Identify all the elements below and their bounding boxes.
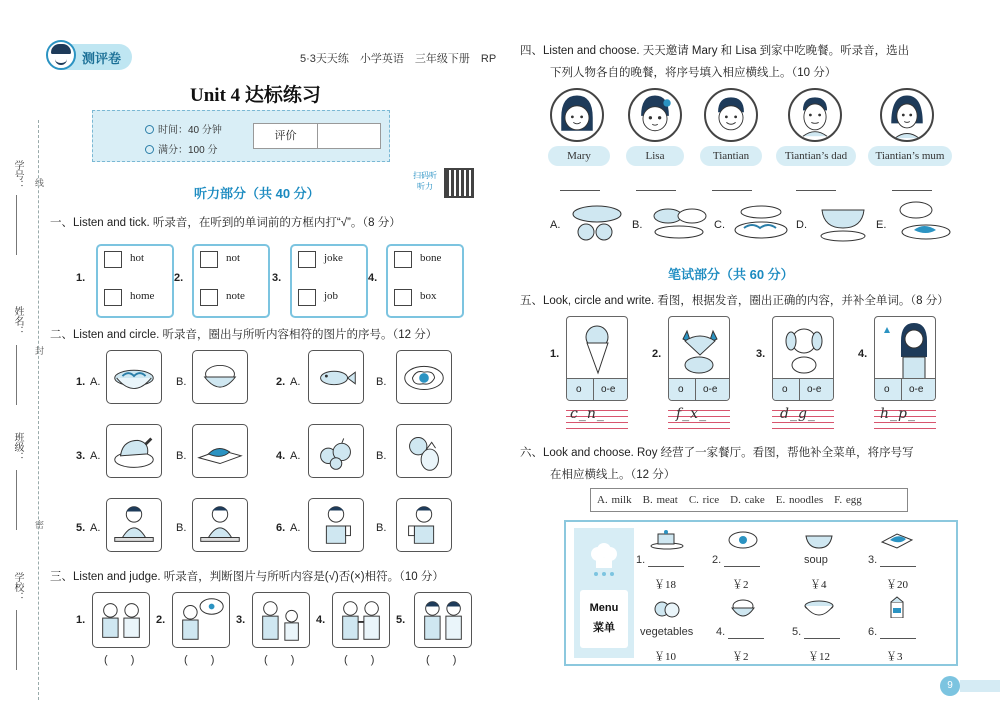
q3-num: 5. [396,614,406,626]
score-text: 满分：100 分 [158,145,218,156]
menu-blank[interactable] [728,638,764,639]
mascot-icon [46,40,76,70]
q5-num: 4. [858,348,868,360]
menu-price: ￥10 [654,651,676,663]
fruit-icon[interactable] [308,424,364,478]
divider [593,379,594,401]
q1-group [96,244,174,318]
tick-box[interactable] [104,251,122,268]
menu-title-cn: 菜单 [593,622,615,634]
tick-box[interactable] [200,251,218,268]
cut-mark-line: 线 [34,178,44,187]
option-b[interactable]: B. [376,522,387,534]
listening-heading: 听力部分（共 40 分） [194,186,320,201]
dinner-option-e: E. [876,219,887,231]
lisa-avatar-icon [628,88,682,142]
answer-paren[interactable]: ( ) [426,654,467,666]
q2-num: 6. [276,522,286,534]
restaurant-menu [564,520,958,666]
dinner-option-d: D. [796,219,807,231]
dinner-e-icon [892,198,954,242]
qr-code-icon[interactable] [444,168,474,198]
binding-margin [0,0,42,723]
girl-hoping-icon [875,317,936,379]
tick-word: job [324,290,339,302]
dinner-option-a: A. [550,219,561,231]
boy-eating-icon[interactable] [308,498,364,552]
divider [901,379,902,401]
choice-o[interactable]: o [782,384,788,395]
qr-label: 扫码听听力 [413,171,437,191]
margin-line [16,470,17,530]
tick-box[interactable] [394,289,412,306]
menu-item-2: 2. [712,554,722,566]
menu-item-vegetables: vegetables [640,626,694,638]
q5-prompt: 五、Look, circle and write. 看图，根据发音，圈出正确的内容，并补全单词。（8 分） [520,295,949,307]
mary-avatar-icon [550,88,604,142]
q4-prompt-line1: 四、Listen and choose. 天天邀请 Mary 和 Lisa 到家中吃晚餐。听录音，选出 [520,45,910,57]
q1-num: 3. [272,272,282,284]
tick-box[interactable] [104,289,122,306]
margin-line [16,610,17,670]
q6-prompt-line2: 在相应横线上。（12 分） [550,469,676,481]
divider [799,379,800,401]
q5-num: 1. [550,348,560,360]
page-edge-strip [960,680,1000,692]
vegetables-icon [650,598,684,620]
menu-title [580,590,628,648]
chef-hat-icon [588,542,620,578]
tick-option[interactable] [102,248,172,272]
meat-plate-icon[interactable] [192,424,248,478]
option-a[interactable]: A. [290,450,301,462]
answer-blank[interactable] [796,190,836,191]
tick-word: joke [324,252,343,264]
tick-word: hot [130,252,145,264]
cut-mark-seal: 封 [34,346,44,355]
option-b[interactable]: B. [176,376,187,388]
cut-mark-secret: 密 [34,520,44,529]
q5-num: 3. [756,348,766,360]
q2-prompt: 二、Listen and circle. 听录音，圈出与所听内容相符的图片的序号。（12 分） [50,329,438,341]
menu-sidebar [574,528,634,658]
answer-paren[interactable]: ( ) [184,654,225,666]
q1-prompt: 一、Listen and tick. 听录音，在听到的单词前的方框内打“√”。（8 分） [50,217,401,229]
tick-option[interactable] [296,248,366,272]
soup-icon [802,528,836,550]
school-label: 学校： [12,572,23,602]
menu-blank[interactable] [880,566,916,567]
tick-option[interactable] [102,286,172,310]
scene-picture-icon [332,592,390,648]
q5-card [874,316,936,401]
name-tiantian-mum: Tiantian’s mum [868,146,952,166]
class-label: 班级： [12,432,23,462]
menu-item-soup: soup [804,554,828,566]
o-oe-choice[interactable] [669,378,730,400]
q1-group [290,244,368,318]
margin-line [16,195,17,255]
menu-title-en: Menu [589,602,619,614]
menu-item-6: 6. [868,626,878,638]
q1-num: 1. [76,272,86,284]
q5-word: c_n_ [570,406,605,422]
answer-paren[interactable]: ( ) [344,654,385,666]
tick-word: bone [420,252,442,264]
q3-num: 3. [236,614,246,626]
q1-num: 4. [368,272,378,284]
option-a[interactable]: A. [90,450,101,462]
name-tiantian: Tiantian [700,146,762,166]
milk-carton-icon [880,596,914,618]
name-lisa: Lisa [626,146,684,166]
divider [695,379,696,401]
q5-card [566,316,628,401]
q2-num: 4. [276,450,286,462]
q1-num: 2. [174,272,184,284]
option-b[interactable]: B. [176,450,187,462]
q3-prompt: 三、Listen and judge. 听录音，判断图片与所听内容是(√)否(×)相符。（10 分） [50,571,444,583]
q3-num: 4. [316,614,326,626]
q5-card [668,316,730,401]
noodles-bowl-icon[interactable] [106,350,162,404]
dog-icon [773,317,834,379]
ice-cream-cone-icon [567,317,628,379]
q2-num: 3. [76,450,86,462]
choice-o[interactable]: o [576,384,582,395]
dinner-option-c: C. [714,219,725,231]
tick-option[interactable] [392,248,462,272]
option-b[interactable]: B. [176,522,187,534]
o-oe-choice[interactable] [567,378,628,400]
boy-eating-icon[interactable] [192,498,248,552]
menu-item-1: 1. [636,554,646,566]
answer-blank[interactable] [892,190,932,191]
choice-oe[interactable]: o-e [807,384,822,395]
girl-eating-icon[interactable] [106,498,162,552]
chicken-icon[interactable] [106,424,162,478]
option-b[interactable]: B. [376,376,387,388]
o-oe-choice[interactable] [875,378,936,400]
q3-num: 1. [76,614,86,626]
tick-option[interactable] [296,286,366,310]
series-info: 5·3天天练 小学英语 三年级下册 RP [300,53,497,65]
q5-word: h_p_ [880,406,916,422]
fish-icon[interactable] [308,350,364,404]
evaluation-box[interactable] [253,123,381,149]
student-name-label: 姓名： [12,306,23,336]
scene-picture-icon [172,592,230,648]
menu-price: ￥18 [654,579,676,591]
tiantian-avatar-icon [704,88,758,142]
vegetables-icon[interactable] [396,424,452,478]
menu-blank[interactable] [880,638,916,639]
option-a[interactable]: A. [290,522,301,534]
name-tiantian-dad: Tiantian’s dad [776,146,856,166]
menu-blank[interactable] [804,638,840,639]
menu-blank[interactable] [724,566,760,567]
q5-num: 2. [652,348,662,360]
page-number: 9 [940,676,960,696]
rice-icon [726,598,760,620]
tiantian-dad-avatar-icon [788,88,842,142]
answer-paren[interactable]: ( ) [104,654,145,666]
tiantian-mum-avatar-icon [880,88,934,142]
q2-num: 5. [76,522,86,534]
dinner-a-icon [566,198,628,242]
tick-box[interactable] [298,289,316,306]
time-line [145,121,222,136]
score-line [145,141,217,156]
menu-item-5: 5. [792,626,802,638]
tick-box[interactable] [394,251,412,268]
q2-num: 2. [276,376,286,388]
margin-line [16,345,17,405]
q5-word: f_x_ [676,406,708,422]
badge-text: 测评卷 [82,51,122,66]
cut-dotted-line [38,120,39,700]
tick-box[interactable] [200,289,218,306]
q5-word: d_g_ [780,406,816,422]
q1-group [386,244,464,318]
q1-group [192,244,270,318]
menu-price: ￥20 [886,579,908,591]
menu-item-3: 3. [868,554,878,566]
tick-word: note [226,290,245,302]
answer-paren[interactable]: ( ) [264,654,305,666]
tick-option[interactable] [198,286,268,310]
dinner-d-icon [812,198,874,242]
page-title: Unit 4 达标练习 [190,85,321,106]
tick-option[interactable] [392,286,462,310]
q3-num: 2. [156,614,166,626]
menu-price: ￥12 [808,651,830,663]
choice-o[interactable]: o [884,384,890,395]
tick-option[interactable] [198,248,268,272]
q6-options: A. milk B. meat C. rice D. cake E. noodles F. egg [590,488,908,512]
tick-word: home [130,290,155,302]
menu-price: ￥4 [810,579,827,591]
choice-oe[interactable]: o-e [909,384,924,395]
o-oe-choice[interactable] [773,378,834,400]
tick-word: not [226,252,241,264]
name-mary: Mary [548,146,610,166]
q2-num: 1. [76,376,86,388]
meat-icon [880,528,914,550]
check-circle-icon [145,145,154,154]
dinner-b-icon [648,198,710,242]
menu-price: ￥2 [732,579,749,591]
scene-picture-icon [252,592,310,648]
evaluation-label: 评价 [254,124,318,148]
cake-icon [650,528,684,550]
answer-blank[interactable] [560,190,600,191]
q5-card [772,316,834,401]
boy-drinking-icon[interactable] [396,498,452,552]
scene-picture-icon [414,592,472,648]
writing-heading: 笔试部分（共 60 分） [668,267,794,282]
student-number-label: 学号： [12,160,23,190]
option-b[interactable]: B. [376,450,387,462]
dinner-option-b: B. [632,219,643,231]
q6-prompt-line1: 六、Look and choose. Roy 经营了一家餐厅。看图，帮他补全菜单，将序号写 [520,447,914,459]
menu-price: ￥3 [886,651,903,663]
egg-plate-icon[interactable] [396,350,452,404]
answer-blank[interactable] [636,190,676,191]
tick-word: box [420,290,437,302]
q4-prompt-line2: 下列人物各自的晚餐，将序号填入相应横线上。（10 分） [550,67,837,79]
menu-item-4: 4. [716,626,726,638]
rice-bowl-icon[interactable] [192,350,248,404]
option-a[interactable]: A. [90,376,101,388]
tick-box[interactable] [298,251,316,268]
menu-blank[interactable] [648,566,684,567]
option-a[interactable]: A. [90,522,101,534]
noodles-icon [802,598,836,620]
egg-icon [726,528,760,550]
choice-oe[interactable]: o-e [601,384,616,395]
clock-icon [145,125,154,134]
time-text: 时间：40 分钟 [158,125,222,136]
answer-blank[interactable] [712,190,752,191]
scene-picture-icon [92,592,150,648]
choice-oe[interactable]: o-e [703,384,718,395]
option-a[interactable]: A. [290,376,301,388]
menu-price: ￥2 [732,651,749,663]
dinner-c-icon [730,198,792,242]
fox-icon [669,317,730,379]
choice-o[interactable]: o [678,384,684,395]
